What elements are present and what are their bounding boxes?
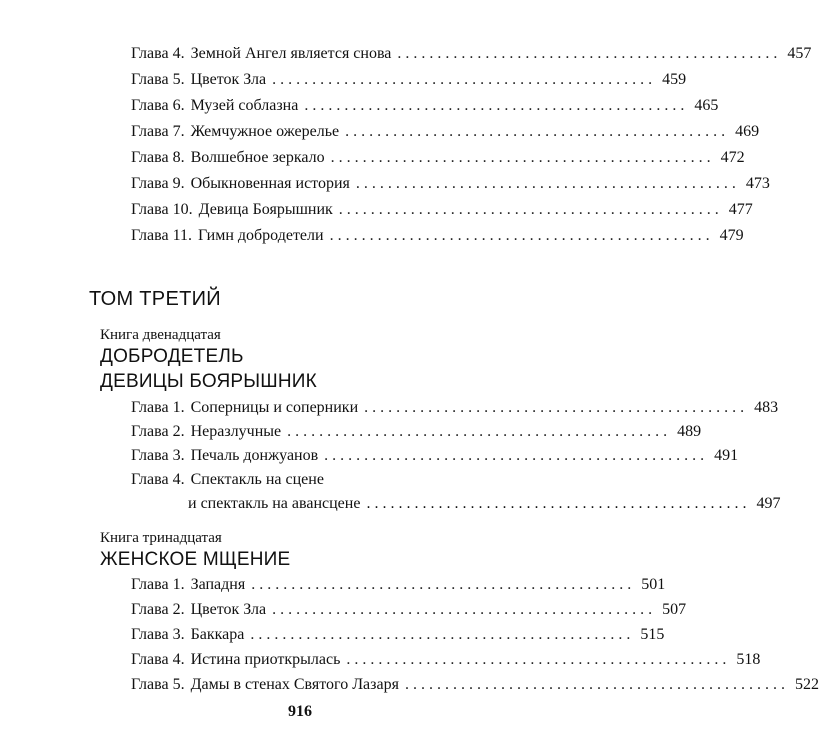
leader-dots: ................................................ xyxy=(366,495,751,512)
chapter-title: Земной Ангел является снова xyxy=(190,45,392,62)
toc-entry xyxy=(131,122,760,142)
page-ref: 465 xyxy=(694,97,719,114)
chapter-label: Глава 1. xyxy=(131,576,185,593)
toc-entry xyxy=(131,422,702,442)
toc-entry xyxy=(131,398,779,418)
page-ref: 515 xyxy=(640,626,665,643)
chapter-title: Цветок Зла xyxy=(190,71,267,88)
page-ref: 459 xyxy=(662,71,687,88)
chapter-label: Глава 2. xyxy=(131,601,185,618)
toc-entry xyxy=(131,96,719,116)
leader-dots: ................................................ xyxy=(272,71,657,88)
chapter-label: Глава 9. xyxy=(131,175,185,192)
leader-dots: ................................................ xyxy=(330,149,715,166)
toc-entry xyxy=(131,174,770,194)
leader-dots: ................................................ xyxy=(250,626,635,643)
chapter-label: Глава 4. xyxy=(131,471,185,488)
volume-heading: ТОМ ТРЕТИЙ xyxy=(89,288,221,310)
page-ref: 522 xyxy=(794,676,819,693)
toc-entry xyxy=(131,226,744,246)
toc-entry xyxy=(131,70,687,90)
chapter-label: Глава 5. xyxy=(131,71,185,88)
chapter-title: Гимн добродетели xyxy=(197,227,324,244)
leader-dots: ................................................ xyxy=(355,175,740,192)
leader-dots: ................................................ xyxy=(346,651,731,668)
chapter-label: Глава 8. xyxy=(131,149,185,166)
toc-entry xyxy=(131,650,761,670)
chapter-label: Глава 6. xyxy=(131,97,185,114)
book-title-line: ДЕВИЦЫ БОЯРЫШНИК xyxy=(100,371,317,392)
toc-entry xyxy=(131,675,819,695)
chapter-title: Западня xyxy=(190,576,246,593)
leader-dots: ................................................ xyxy=(304,97,689,114)
toc-entry xyxy=(131,200,753,220)
leader-dots: ................................................ xyxy=(364,399,749,416)
page-ref: 479 xyxy=(719,227,744,244)
chapter-title: Баккара xyxy=(190,626,245,643)
leader-dots: ................................................ xyxy=(272,601,657,618)
chapter-label: Глава 1. xyxy=(131,399,185,416)
chapter-label: Глава 3. xyxy=(131,447,185,464)
chapter-title: Музей соблазна xyxy=(190,97,299,114)
leader-dots: ................................................ xyxy=(345,123,730,140)
chapter-label: Глава 2. xyxy=(131,423,185,440)
chapter-title: Спектакль на сцене xyxy=(190,471,324,488)
chapter-title: Цветок Зла xyxy=(190,601,267,618)
page-number: 916 xyxy=(288,703,312,720)
chapter-title-continued: и спектакль на авансцене xyxy=(188,495,361,512)
book-label: Книга двенадцатая xyxy=(100,327,221,343)
chapter-title: Соперницы и соперники xyxy=(190,399,359,416)
toc-entry xyxy=(131,600,687,620)
toc-entry xyxy=(131,148,745,168)
book-title-line: ДОБРОДЕТЕЛЬ xyxy=(100,346,244,367)
page-ref: 483 xyxy=(754,399,779,416)
page-ref: 518 xyxy=(736,651,761,668)
leader-dots: ................................................ xyxy=(397,45,782,62)
toc-entry xyxy=(131,470,511,490)
leader-dots: ................................................ xyxy=(338,201,723,218)
toc-entry xyxy=(131,575,666,595)
chapter-title: Дамы в стенах Святого Лазаря xyxy=(190,676,399,693)
chapter-title: Истина приоткрылась xyxy=(190,651,341,668)
page-ref: 497 xyxy=(756,495,781,512)
chapter-label: Глава 4. xyxy=(131,651,185,668)
page-ref: 469 xyxy=(735,123,760,140)
book-title-line: ЖЕНСКОЕ МЩЕНИЕ xyxy=(100,549,291,570)
page-ref: 472 xyxy=(720,149,745,166)
toc-entry xyxy=(131,625,665,645)
page-ref: 457 xyxy=(787,45,812,62)
chapter-title: Жемчужное ожерелье xyxy=(190,123,340,140)
toc-entry xyxy=(131,44,812,64)
chapter-title: Неразлучные xyxy=(190,423,282,440)
leader-dots: ................................................ xyxy=(287,423,672,440)
page-ref: 491 xyxy=(714,447,739,464)
chapter-label: Глава 10. xyxy=(131,201,193,218)
book-label: Книга тринадцатая xyxy=(100,530,222,546)
chapter-label: Глава 4. xyxy=(131,45,185,62)
chapter-title: Обыкновенная история xyxy=(190,175,350,192)
page-ref: 489 xyxy=(677,423,702,440)
leader-dots: ................................................ xyxy=(324,447,709,464)
page-ref: 473 xyxy=(745,175,770,192)
chapter-label: Глава 7. xyxy=(131,123,185,140)
page-ref: 477 xyxy=(728,201,753,218)
chapter-label: Глава 11. xyxy=(131,227,192,244)
leader-dots: ................................................ xyxy=(329,227,714,244)
chapter-label: Глава 5. xyxy=(131,676,185,693)
chapter-title: Девица Боярышник xyxy=(198,201,333,218)
toc-entry-continuation xyxy=(188,494,781,514)
leader-dots: ................................................ xyxy=(251,576,636,593)
chapter-label: Глава 3. xyxy=(131,626,185,643)
leader-dots: ................................................ xyxy=(404,676,789,693)
chapter-title: Волшебное зеркало xyxy=(190,149,325,166)
chapter-title: Печаль донжуанов xyxy=(190,447,319,464)
toc-entry xyxy=(131,446,739,466)
page-ref: 507 xyxy=(662,601,687,618)
page-ref: 501 xyxy=(641,576,666,593)
